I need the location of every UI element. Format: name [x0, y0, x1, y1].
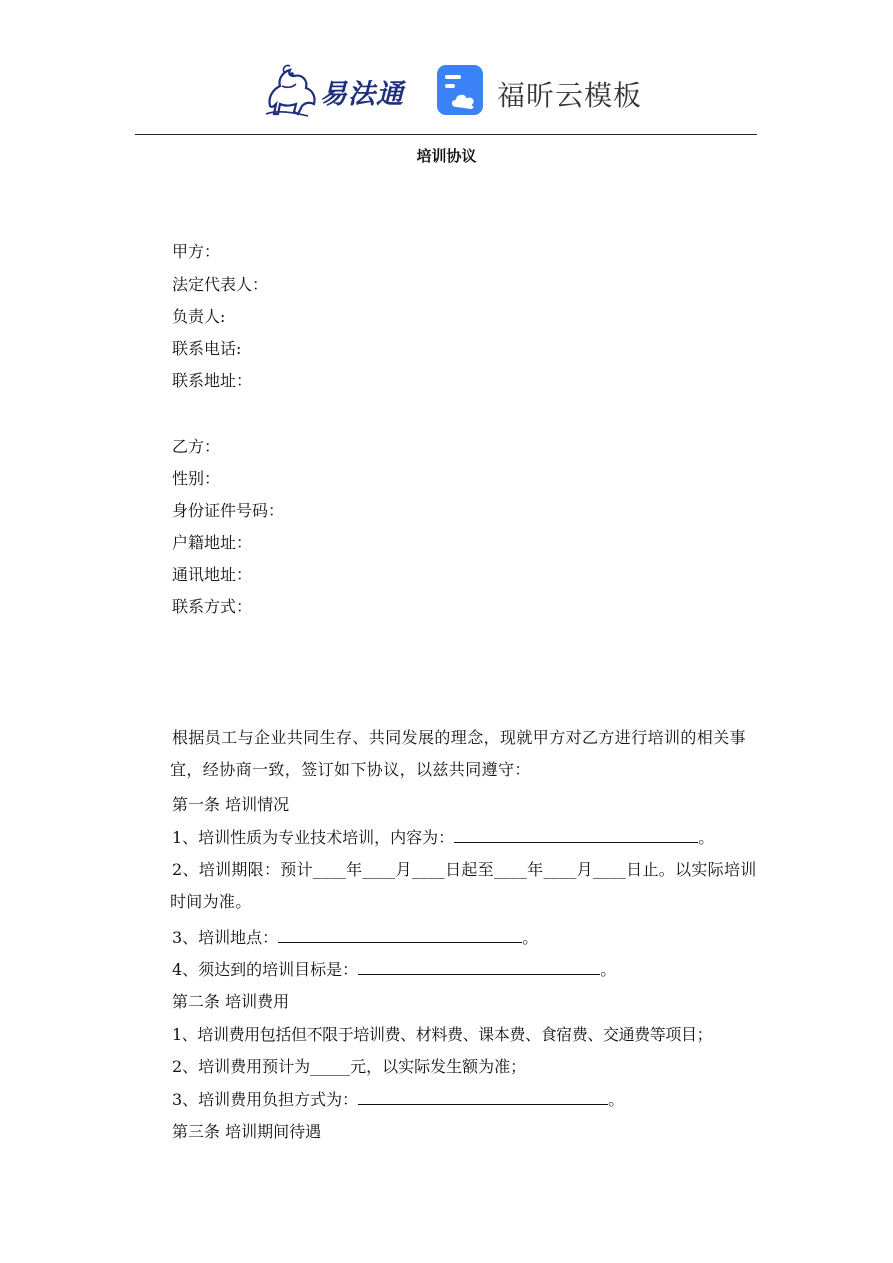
article-2-item-3-text: 3、培训费用负担方式为：	[172, 1090, 359, 1109]
party-b-contact-line: 联系方式：	[172, 597, 253, 616]
article-1-item-4-end: 。	[600, 960, 617, 979]
article-2-item-1: 1、培训费用包括但不限于培训费、材料费、课本费、食宿费、交通费等项目；	[172, 1025, 713, 1044]
document-title: 培训协议	[416, 147, 477, 165]
article-1-title: 第一条 培训情况	[172, 795, 290, 814]
article-1-item-1	[172, 828, 714, 848]
goal-blank	[358, 960, 600, 975]
party-b-id-line: 身份证件号码：	[172, 501, 285, 520]
article-1-item-3-text: 3、培训地点：	[172, 928, 279, 947]
article-1-item-1-text: 1、培训性质为专业技术培训，内容为：	[172, 828, 455, 847]
article-1-item-4-text: 4、须达到的培训目标是：	[172, 960, 359, 979]
party-a-legal-rep-line: 法定代表人：	[172, 275, 269, 294]
content-blank	[454, 828, 698, 843]
party-a-phone-line: 联系电话:	[172, 339, 242, 358]
article-2-item-3	[172, 1090, 624, 1110]
yifatong-logo-text: 易法通	[320, 79, 404, 110]
cost-method-blank	[358, 1090, 608, 1105]
qilin-icon	[262, 62, 322, 118]
party-b-household-line: 户籍地址：	[172, 533, 253, 552]
intro-paragraph: 根据员工与企业共同生存、共同发展的理念，现就甲方对乙方进行培训的相关事宜，经协商一致，签订如下协议，以兹共同遵守：	[170, 728, 747, 779]
party-b-line: 乙方：	[172, 437, 221, 456]
party-a-address-line: 联系地址：	[172, 371, 253, 390]
article-1-item-1-end: 。	[698, 828, 715, 847]
article-1-item-4	[172, 960, 616, 980]
fuxin-logo	[436, 64, 643, 118]
article-1-item-3-end: 。	[522, 928, 539, 947]
article-2-item-3-end: 。	[608, 1090, 625, 1109]
header-divider	[135, 134, 757, 135]
article-1-item-2: 2、培训期限：预计____年____月____日起至____年____月____日止。以实际培训时间为准。	[170, 860, 757, 911]
party-b-gender-line: 性别：	[172, 469, 221, 488]
fuxin-logo-text: 福昕云模板	[497, 79, 643, 112]
article-3-title: 第三条 培训期间待遇	[172, 1122, 322, 1141]
location-blank	[278, 928, 522, 943]
header-logos	[0, 56, 893, 120]
party-b-mail-address-line: 通讯地址：	[172, 565, 253, 584]
yifatong-logo	[262, 62, 412, 118]
cloud-doc-icon	[436, 64, 486, 116]
article-2-item-2: 2、培训费用预计为_____元，以实际发生额为准；	[172, 1057, 527, 1076]
article-1-item-3	[172, 928, 538, 948]
party-a-manager-line: 负责人:	[172, 307, 226, 326]
article-2-title: 第二条 培训费用	[172, 992, 290, 1011]
party-a-line: 甲方：	[172, 242, 221, 261]
